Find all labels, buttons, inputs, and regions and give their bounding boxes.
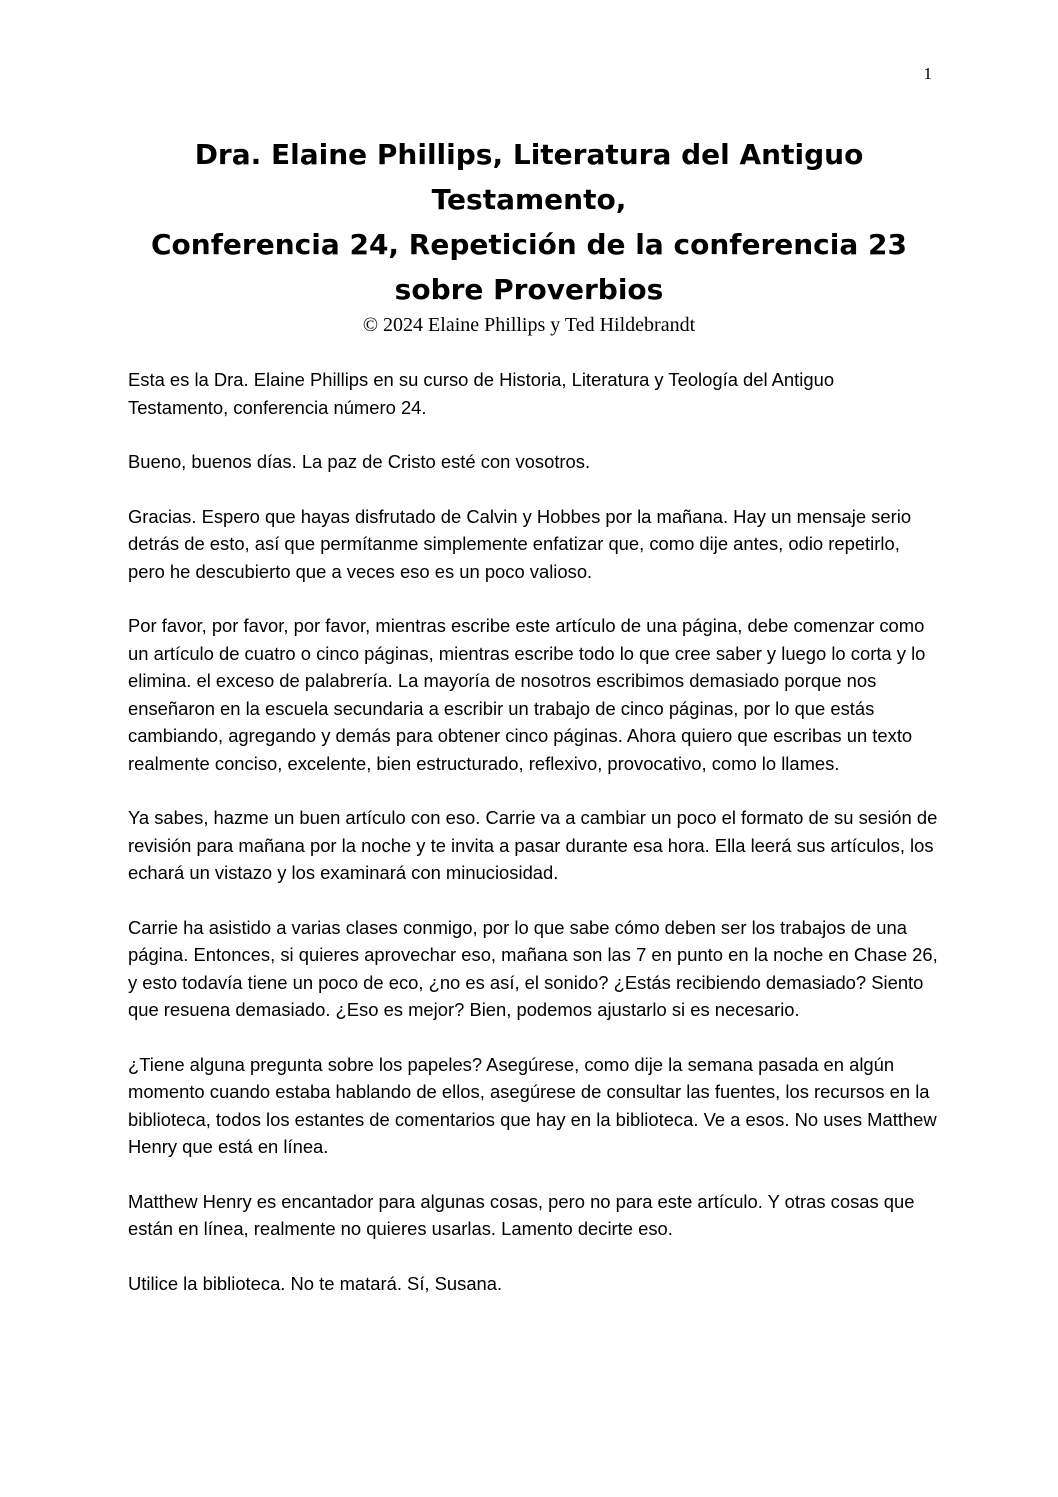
title-line: Testamento,	[431, 183, 627, 216]
paragraph: Utilice la biblioteca. No te matará. Sí, Susana.	[128, 1272, 503, 1294]
title-line: sobre Proverbios	[394, 273, 664, 306]
title-line: Dra. Elaine Phillips, Literatura del Antiguo	[194, 138, 864, 171]
paragraph: Gracias. Espero que hayas disfrutado de Calvin y Hobbes por la mañana. Hay un mensaje serio detrás de esto, así que permítanme simplemente enfatizar que, como dije antes, odio repetirlo, pero he descubierto que a veces eso es un poco valioso.	[128, 505, 912, 582]
transcript-body	[128, 366, 938, 1324]
page-number: 1	[923, 64, 932, 83]
copyright-line: © 2024 Elaine Phillips y Ted Hildebrandt	[362, 314, 696, 336]
paragraph: Matthew Henry es encantador para algunas cosas, pero no para este artículo. Y otras cosas que están en línea, realmente no quieres usarlas. Lamento decirte eso.	[128, 1190, 915, 1239]
paragraph: Esta es la Dra. Elaine Phillips en su curso de Historia, Literatura y Teología del Antiguo Testamento, conferencia número 24.	[128, 369, 835, 418]
paragraph: Bueno, buenos días. La paz de Cristo esté con vosotros.	[128, 451, 591, 472]
paragraph: ¿Tiene alguna pregunta sobre los papeles? Asegúrese, como dije la semana pasada en algún momento cuando estaba hablando de ellos, asegúrese de consultar las fuentes, los recursos en la biblioteca, todos los estantes de comentarios que hay en la biblioteca. Ve a esos. No uses Matthew Henry que está en línea.	[128, 1053, 937, 1157]
paragraph: Carrie ha asistido a varias clases conmigo, por lo que sabe cómo deben ser los trabajos de una página. Entonces, si quieres aprovechar eso, mañana son las 7 en punto en la noche en Chase 26, y esto todavía tiene un poco de eco, ¿no es así, el sonido? ¿Estás recibiendo demasiado? Siento que resuena demasiado. ¿Eso es mejor? Bien, podemos ajustarlo si es necesario.	[128, 916, 938, 1020]
document-title	[120, 132, 938, 312]
paragraph: Ya sabes, hazme un buen artículo con eso. Carrie va a cambiar un poco el formato de su sesión de revisión para mañana por la noche y te invita a pasar durante esa hora. Ella leerá sus artículos, los echará un vistazo y los examinará con minuciosidad.	[128, 807, 938, 883]
paragraph: Por favor, por favor, por favor, mientras escribe este artículo de una página, debe comenzar como un artículo de cuatro o cinco páginas, mientras escribe todo lo que cree saber y luego lo corta y lo elimina. el exceso de palabrería. La mayoría de nosotros escribimos demasiado porque nos enseñaron en la escuela secundaria a escribir un trabajo de cinco páginas, por lo que estás cambiando, agregando y demás para obtener cinco páginas. Ahora quiero que escribas un texto realmente conciso, excelente, bien estructurado, reflexivo, provocativo, como lo llames.	[128, 615, 926, 774]
title-line: Conferencia 24, Repetición de la conferencia 23	[151, 228, 907, 261]
